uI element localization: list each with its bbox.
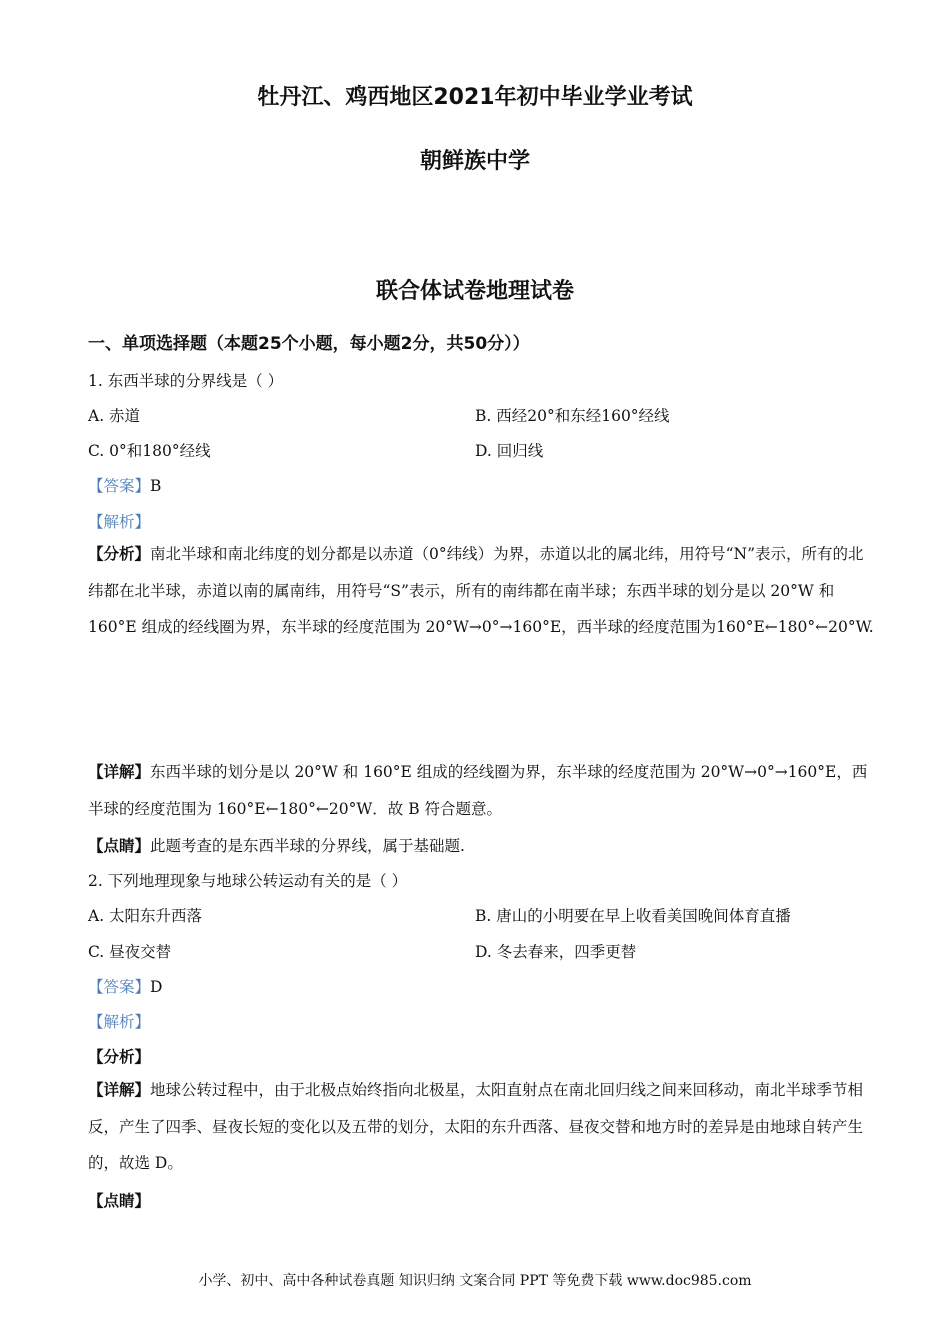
question-2-answer-line xyxy=(88,977,162,997)
question-1-stem: 1. 东西半球的分界线是（ ） xyxy=(88,372,284,390)
question-1-option-a: A. 赤道 xyxy=(88,407,141,425)
answer-value: D xyxy=(150,978,163,996)
question-1-detail xyxy=(88,754,878,827)
question-1-option-d: D. 回归线 xyxy=(475,442,544,460)
page-footer: 小学、初中、高中各种试卷真题 知识归纳 文案合同 PPT 等免费下载 www.doc985.com xyxy=(198,1273,752,1289)
doc-title-line3: 联合体试卷地理试卷 xyxy=(375,279,574,304)
section-heading: 一、单项选择题（本题25个小题，每小题2分，共50分）） xyxy=(88,334,530,354)
jiexi-tag: 【解析】 xyxy=(88,1013,151,1031)
question-2-stem: 2. 下列地理现象与地球公转运动有关的是（ ） xyxy=(88,872,408,890)
question-2-detail xyxy=(88,1072,878,1182)
jiexi-tag: 【解析】 xyxy=(88,513,151,531)
doc-title-line1: 牡丹江、鸡西地区2021年初中毕业学业考试 xyxy=(257,85,693,110)
question-2-option-b: B. 唐山的小明要在早上收看美国晚间体育直播 xyxy=(475,907,791,925)
analysis-tag: 【分析】 xyxy=(88,1047,151,1066)
tip-tag: 【点睛】 xyxy=(88,1191,151,1210)
detail-tag: 【详解】 xyxy=(88,762,151,781)
doc-title-line2: 朝鲜族中学 xyxy=(419,149,530,174)
detail-tag: 【详解】 xyxy=(88,1080,151,1099)
answer-tag: 【答案】 xyxy=(88,978,151,996)
question-2-option-c: C. 昼夜交替 xyxy=(88,943,172,961)
question-1-option-c: C. 0°和180°经线 xyxy=(88,442,211,460)
question-1-option-b: B. 西经20°和东经160°经线 xyxy=(475,407,670,425)
analysis-text: 南北半球和南北纬度的划分都是以赤道（0°纬线）为界，赤道以北的属北纬，用符号“N”表示，所有的北纬都在北半球，赤道以南的属南纬，用符号“S”表示，所有的南纬都在南半球；东西半球的划分是以 20°W 和 160°E 组成的经线圈为界，东半球的经度范围为 20°W→0°→160°E，西半球的经度范围为160°E←180°←20°W. xyxy=(88,545,874,636)
question-2-option-a: A. 太阳东升西落 xyxy=(88,907,203,925)
question-2-option-d: D. 冬去春来，四季更替 xyxy=(475,943,637,961)
answer-value: B xyxy=(150,477,162,495)
tip-tag: 【点睛】 xyxy=(88,836,151,855)
question-1-tip xyxy=(88,836,465,856)
detail-text: 东西半球的划分是以 20°W 和 160°E 组成的经线圈为界，东半球的经度范围为 20°W→0°→160°E，西半球的经度范围为 160°E←180°←20°W．故 B 符合题意。 xyxy=(88,763,868,818)
answer-tag: 【答案】 xyxy=(88,477,151,495)
question-1-answer-line xyxy=(88,476,161,496)
detail-text: 地球公转过程中，由于北极点始终指向北极星，太阳直射点在南北回归线之间来回移动，南北半球季节相反，产生了四季、昼夜长短的变化以及五带的划分，太阳的东升西落、昼夜交替和地方时的差异是由地球自转产生的，故选 D。 xyxy=(88,1081,864,1172)
question-1-analysis xyxy=(88,536,878,646)
analysis-tag: 【分析】 xyxy=(88,544,151,563)
tip-text: 此题考查的是东西半球的分界线，属于基础题. xyxy=(150,837,465,855)
